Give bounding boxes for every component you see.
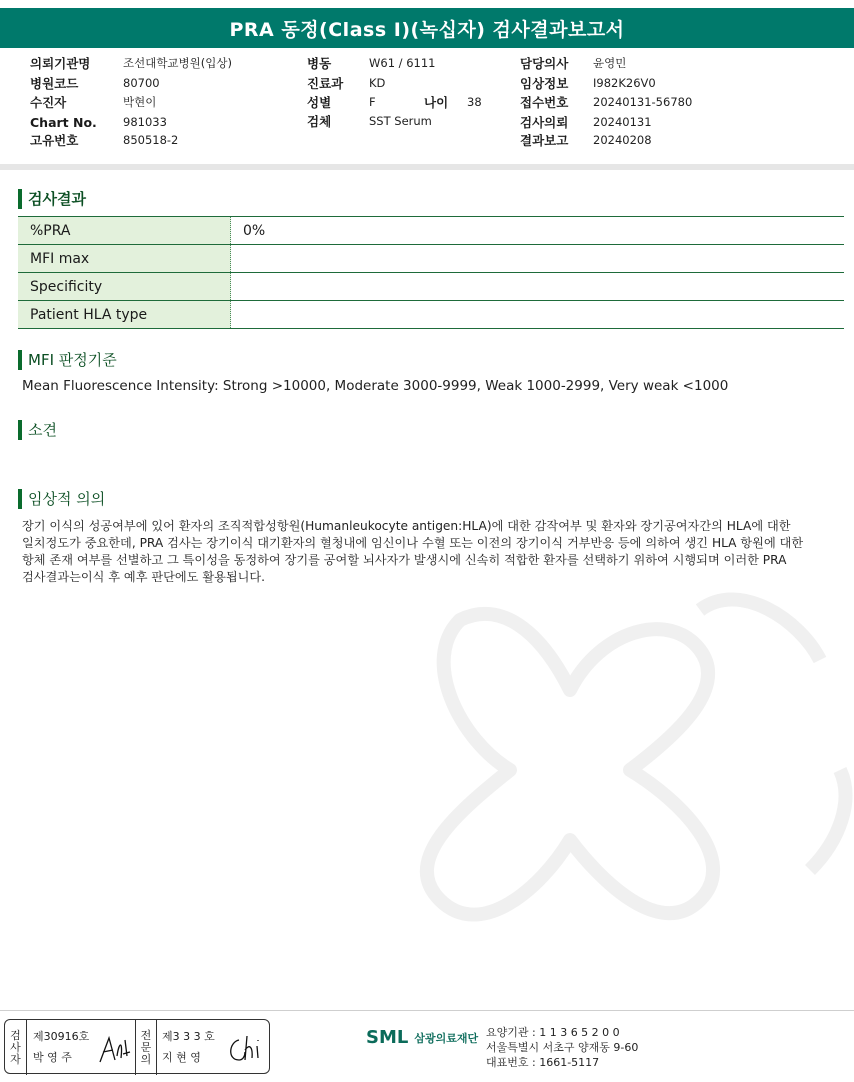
criteria-section-heading xyxy=(18,349,117,370)
patient-value: 박현이 xyxy=(123,95,157,109)
unique-no-label: 고유번호 xyxy=(30,133,79,148)
organization-info xyxy=(486,1025,638,1070)
specialist-signature-icon xyxy=(225,1032,263,1066)
signature-box xyxy=(4,1019,270,1074)
criteria-section-title: MFI 판정기준 xyxy=(28,351,117,369)
org-address: 서울특별시 서초구 양재동 9-60 xyxy=(486,1041,639,1054)
chart-no-label: Chart No. xyxy=(30,115,97,130)
institution-value: 조선대학교병원(입상) xyxy=(123,56,232,70)
specialist-id: 제3 3 3 호 xyxy=(162,1030,215,1043)
sex-label: 성별 xyxy=(307,95,332,110)
result-key: MFI max xyxy=(18,245,231,272)
report-title: PRA 동정(Class I)(녹십자) 검사결과보고서 xyxy=(229,18,625,41)
doctor-label: 담당의사 xyxy=(520,56,569,71)
result-value xyxy=(231,245,844,272)
hospital-code-value: 80700 xyxy=(123,76,160,90)
results-section-heading xyxy=(18,188,86,209)
request-date-value: 20240131 xyxy=(593,115,652,129)
chart-no-value: 981033 xyxy=(123,115,167,129)
result-value xyxy=(231,301,844,328)
logo-name: 삼광의료재단 xyxy=(414,1031,479,1045)
clinical-info-value: I982K26V0 xyxy=(593,76,656,90)
section-marker xyxy=(18,350,22,370)
specimen-value: SST Serum xyxy=(369,114,432,128)
department-label: 진료과 xyxy=(307,76,344,91)
department-value: KD xyxy=(369,76,386,90)
clinical-section-heading xyxy=(18,488,105,509)
clinical-line: 항체 존재 여부를 선별하고 그 특이성을 동정하여 장기를 공여할 뇌사자가 발생시에 신속히 적합한 환자를 선택하기 위하여 시행되며 이러한 PRA xyxy=(22,553,787,567)
results-section-title: 검사결과 xyxy=(28,190,86,208)
clinical-line: 일치정도가 중요한데, PRA 검사는 장기이식 대기환자의 혈청내에 임신이나 수혈 또는 이전의 장기이식 거부반응 등에 의하여 생긴 HLA 항원에 대한 xyxy=(22,536,804,550)
results-table xyxy=(18,216,844,329)
unique-no-value: 850518-2 xyxy=(123,133,179,147)
clinical-line: 검사결과는이식 후 예후 판단에도 활용됩니다. xyxy=(22,570,266,584)
request-date-label: 검사의뢰 xyxy=(520,115,569,130)
inspector-id: 제30916호 xyxy=(33,1030,90,1043)
mfi-criteria-text: Mean Fluorescence Intensity: Strong >10000, Moderate 3000-9999, Weak 1000-2999, Very weak <1000 xyxy=(22,378,729,394)
section-marker xyxy=(18,189,22,209)
sml-logo xyxy=(366,1027,478,1048)
hospital-code-label: 병원코드 xyxy=(30,76,79,91)
specialist-name: 지 현 영 xyxy=(162,1051,201,1064)
logo-mark: SML xyxy=(366,1027,409,1048)
clinical-significance-text xyxy=(22,518,822,586)
clinical-section-title: 임상적 의의 xyxy=(28,490,106,508)
sex-value: F xyxy=(369,95,376,109)
inspector-label: 검 사 자 xyxy=(5,1020,27,1075)
table-row xyxy=(18,217,844,245)
result-key: Specificity xyxy=(18,273,231,300)
ward-value: W61 / 6111 xyxy=(369,56,436,70)
section-marker xyxy=(18,420,22,440)
org-code: 요양기관 : 1 1 3 6 5 2 0 0 xyxy=(486,1026,620,1039)
section-marker xyxy=(18,489,22,509)
doctor-value: 윤영민 xyxy=(593,56,627,70)
table-row xyxy=(18,245,844,273)
institution-label: 의뢰기관명 xyxy=(30,56,91,71)
patient-info-header xyxy=(0,48,854,166)
receipt-no-value: 20240131-56780 xyxy=(593,95,693,109)
result-value: 0% xyxy=(243,222,266,239)
result-key: Patient HLA type xyxy=(18,301,231,328)
specimen-label: 검체 xyxy=(307,114,332,129)
specialist-label: 전 문 의 xyxy=(135,1020,157,1075)
receipt-no-label: 접수번호 xyxy=(520,95,569,110)
opinion-section-heading xyxy=(18,419,57,440)
watermark-cross-logo xyxy=(340,540,854,1000)
inspector-name: 박 영 주 xyxy=(33,1051,72,1064)
header-divider xyxy=(0,164,854,170)
inspector-signature-icon xyxy=(97,1032,133,1066)
result-value xyxy=(231,273,844,300)
clinical-info-label: 임상정보 xyxy=(520,76,569,91)
result-key: %PRA xyxy=(18,217,231,244)
patient-label: 수진자 xyxy=(30,95,67,110)
org-phone: 대표번호 : 1661-5117 xyxy=(486,1056,600,1069)
table-row xyxy=(18,301,844,329)
report-date-value: 20240208 xyxy=(593,133,652,147)
opinion-section-title: 소견 xyxy=(28,421,57,439)
clinical-line: 장기 이식의 성공여부에 있어 환자의 조직적합성항원(Humanleukocyte antigen:HLA)에 대한 감작여부 및 환자와 장기공여자간의 HLA에 대한 xyxy=(22,519,791,533)
ward-label: 병동 xyxy=(307,56,332,71)
report-footer xyxy=(0,1010,854,1082)
report-title-bar xyxy=(0,8,854,48)
age-label: 나이 xyxy=(424,95,449,110)
report-date-label: 결과보고 xyxy=(520,133,569,148)
table-row xyxy=(18,273,844,301)
age-value: 38 xyxy=(467,95,482,109)
